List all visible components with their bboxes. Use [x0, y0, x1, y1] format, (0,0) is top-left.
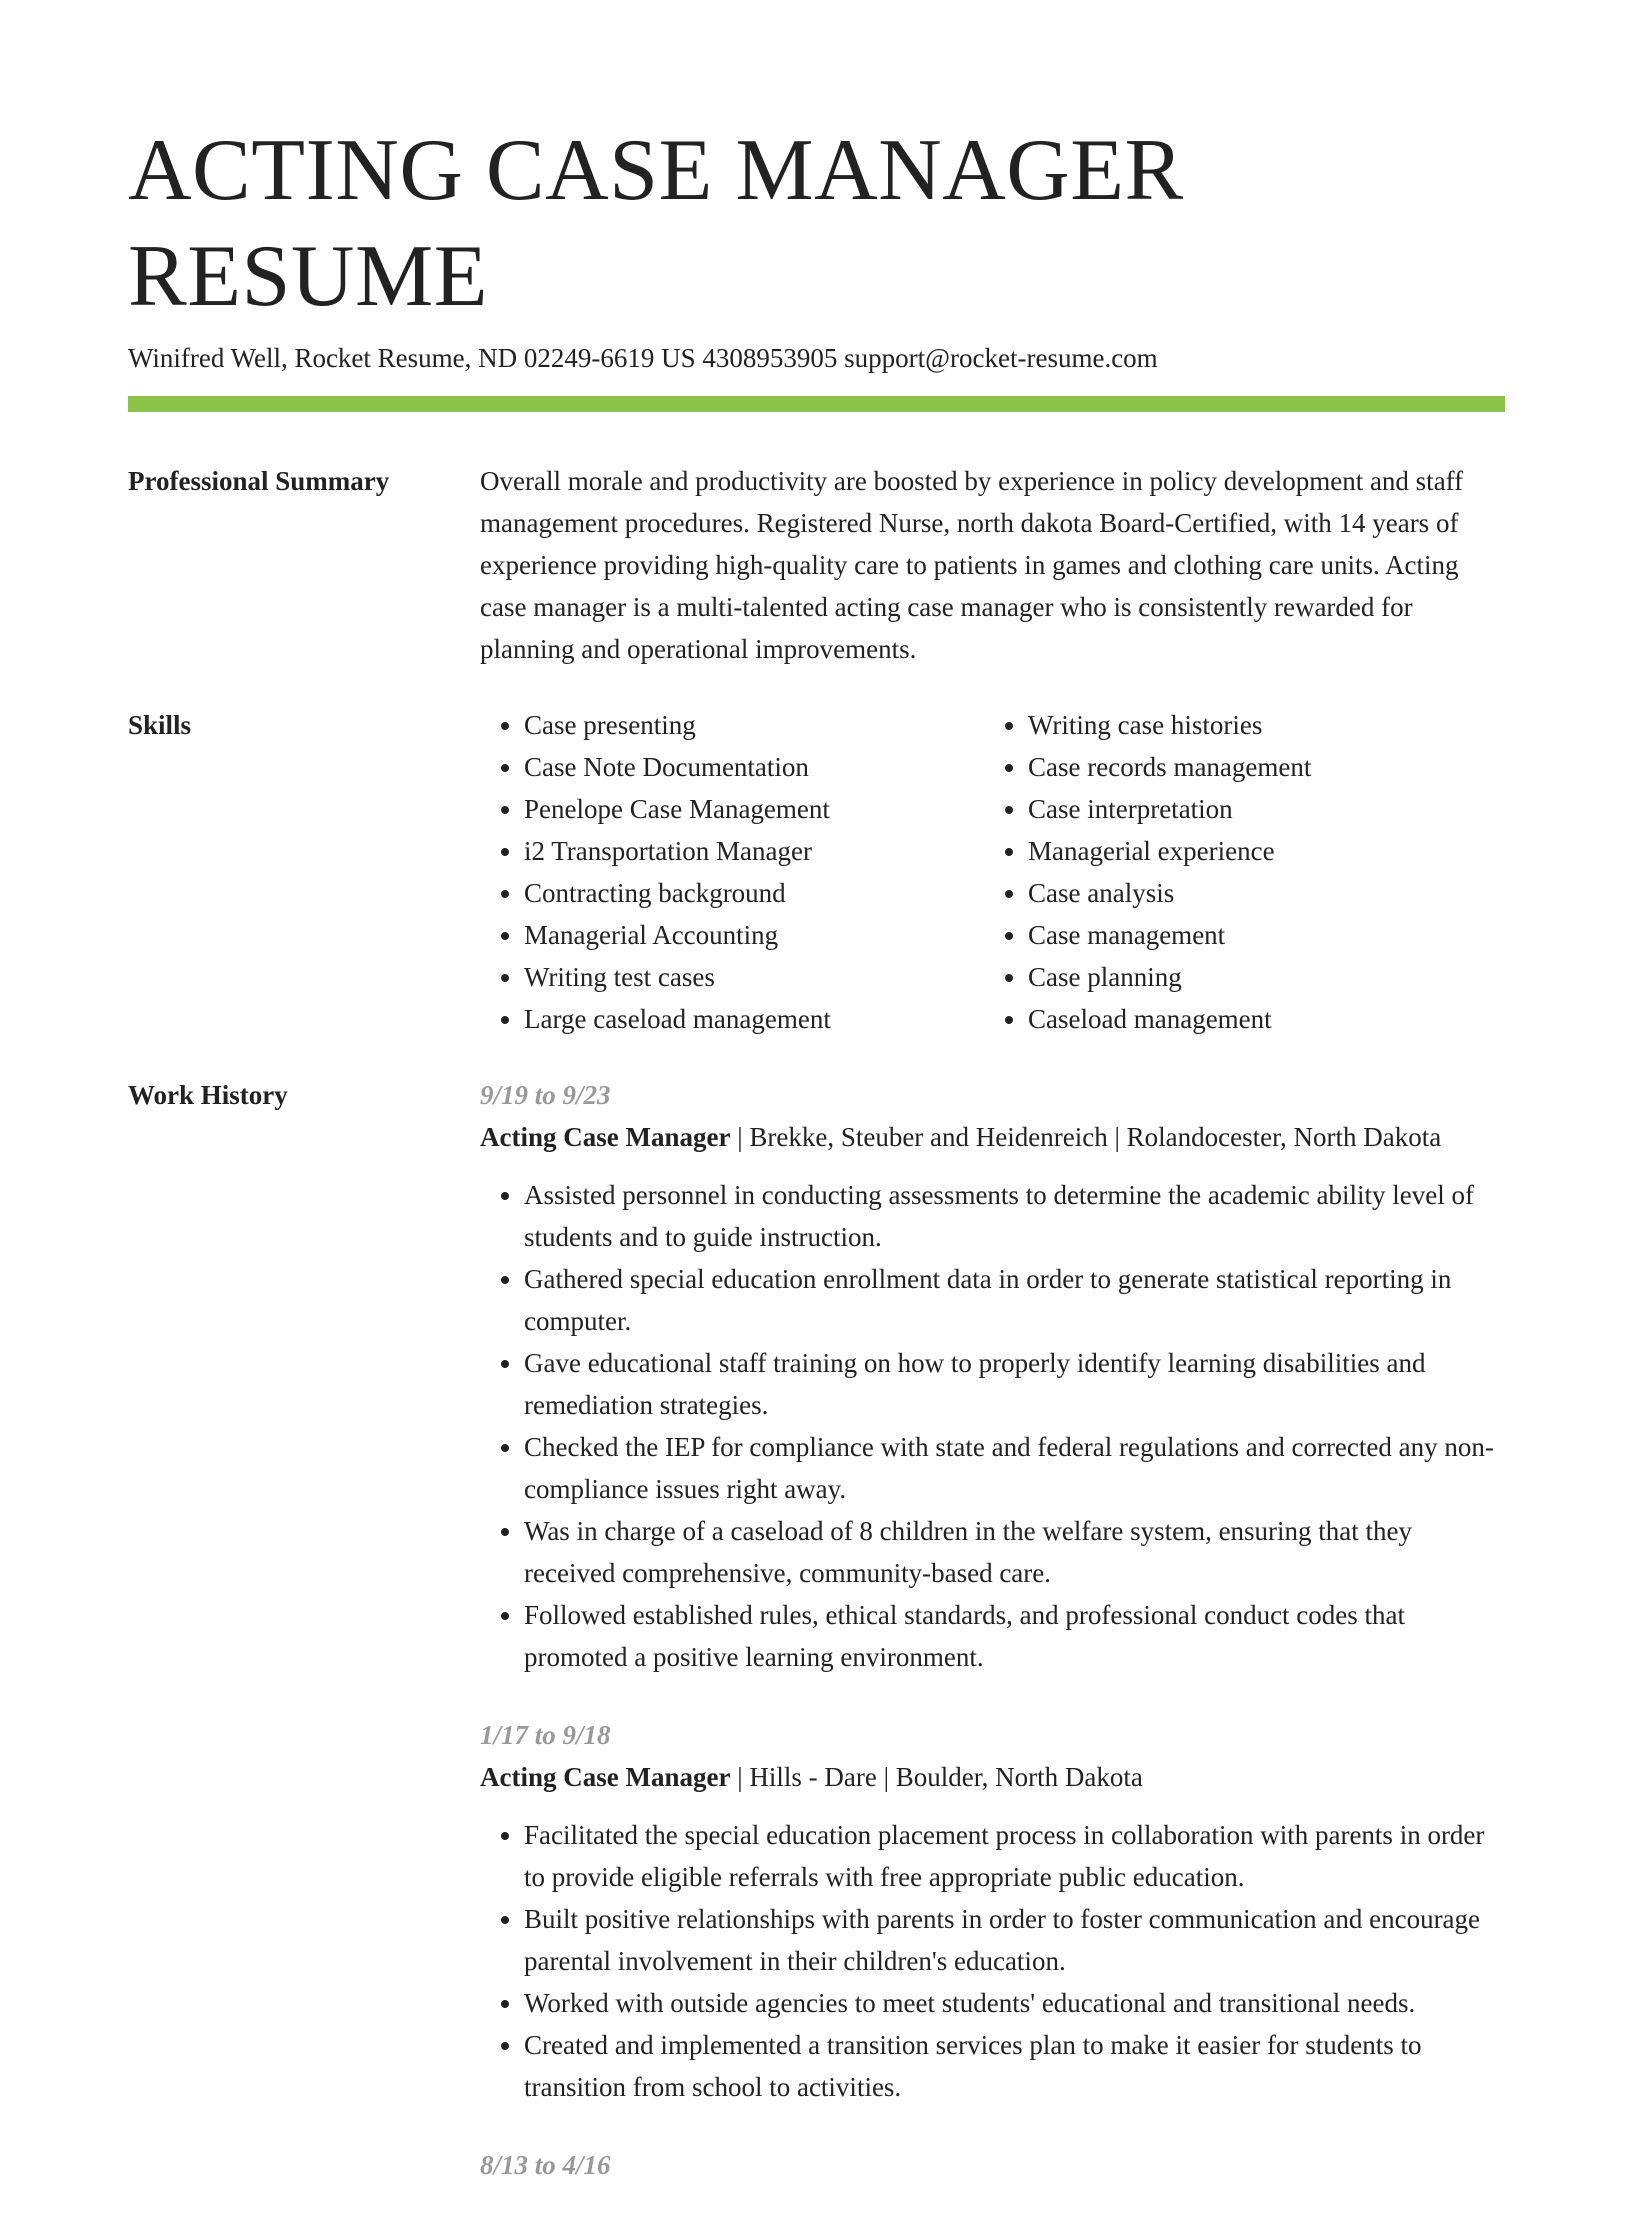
job-bullet: • Followed established rules, ethical standards, and professional conduct codes that promoted a positive learning environment.	[524, 1594, 1504, 1678]
skill-item: • Managerial experience	[1028, 830, 1488, 872]
section-label: Work History	[128, 1080, 288, 1110]
skill-item: • i2 Transportation Manager	[524, 830, 984, 872]
skills-section	[128, 704, 1504, 1040]
job-employer-location: | Hills - Dare | Boulder, North Dakota	[730, 1762, 1143, 1792]
skill-item: • Case analysis	[1028, 872, 1488, 914]
accent-divider	[128, 396, 1505, 412]
skill-item: • Case presenting	[524, 704, 984, 746]
professional-summary-section	[128, 460, 1504, 670]
skill-item: • Penelope Case Management	[524, 788, 984, 830]
job-bullet: • Gave educational staff training on how to properly identify learning disabilities and remediation strategies.	[524, 1342, 1504, 1426]
job-heading	[480, 1756, 1504, 1798]
contact-line: Winifred Well, Rocket Resume, ND 02249-6619 US 4308953905 support@rocket-resume.com	[128, 343, 1158, 373]
skill-item: • Large caseload management	[524, 998, 984, 1040]
job-dates: 9/19 to 9/23	[480, 1080, 611, 1110]
skill-item: • Contracting background	[524, 872, 984, 914]
resume-title: ACTING CASE MANAGER RESUME	[128, 122, 1184, 325]
job-heading	[480, 1116, 1504, 1158]
skill-item: • Case Note Documentation	[524, 746, 984, 788]
skill-item: • Case records management	[1028, 746, 1488, 788]
skill-item: • Caseload management	[1028, 998, 1488, 1040]
job-title: Acting Case Manager	[480, 1122, 731, 1152]
job-bullet: • Checked the IEP for compliance with state and federal regulations and corrected any non-compliance issues right away.	[524, 1426, 1504, 1510]
job-entry	[480, 1714, 1504, 2108]
skills-list-left	[480, 704, 984, 1040]
job-bullet: • Was in charge of a caseload of 8 children in the welfare system, ensuring that they received comprehensive, community-based care.	[524, 1510, 1504, 1594]
skill-item: • Managerial Accounting	[524, 914, 984, 956]
job-entry	[480, 1074, 1504, 1678]
skill-item: • Case management	[1028, 914, 1488, 956]
job-bullet: • Gathered special education enrollment data in order to generate statistical reporting in computer.	[524, 1258, 1504, 1342]
job-bullet: • Built positive relationships with parents in order to foster communication and encourage parental involvement in their children's education.	[524, 1898, 1504, 1982]
work-history-section	[128, 1074, 1504, 2222]
job-bullet: • Worked with outside agencies to meet students' educational and transitional needs.	[524, 1982, 1504, 2024]
job-entry	[480, 2144, 1504, 2186]
job-bullet: • Facilitated the special education placement process in collaboration with parents in order to provide eligible referrals with free appropriate public education.	[524, 1814, 1504, 1898]
skills-list-right	[984, 704, 1488, 1040]
job-employer-location: | Brekke, Steuber and Heidenreich | Rolandocester, North Dakota	[730, 1122, 1442, 1152]
jobs-list	[480, 1074, 1504, 2222]
job-dates: 1/17 to 9/18	[480, 1720, 611, 1750]
job-bullet: • Assisted personnel in conducting assessments to determine the academic ability level of students and to guide instruction.	[524, 1174, 1504, 1258]
summary-text: Overall morale and productivity are boosted by experience in policy development and staff management procedures. Registered Nurse, north dakota Board-Certified, with 14 years of experience providing high-quality care to patients in games and clothing care units. Acting case manager is a multi-talented acting case manager who is consistently rewarded for planning and operational improvements.	[480, 466, 1464, 664]
skill-item: • Case planning	[1028, 956, 1488, 998]
job-title: Acting Case Manager	[480, 1762, 731, 1792]
skill-item: • Writing test cases	[524, 956, 984, 998]
job-bullets	[480, 1814, 1504, 2108]
section-label: Professional Summary	[128, 466, 390, 496]
job-dates: 8/13 to 4/16	[480, 2150, 611, 2180]
skill-item: • Case interpretation	[1028, 788, 1488, 830]
skill-item: • Writing case histories	[1028, 704, 1488, 746]
section-label: Skills	[128, 710, 192, 740]
job-bullet: • Created and implemented a transition services plan to make it easier for students to transition from school to activities.	[524, 2024, 1504, 2108]
job-bullets	[480, 1174, 1504, 1678]
